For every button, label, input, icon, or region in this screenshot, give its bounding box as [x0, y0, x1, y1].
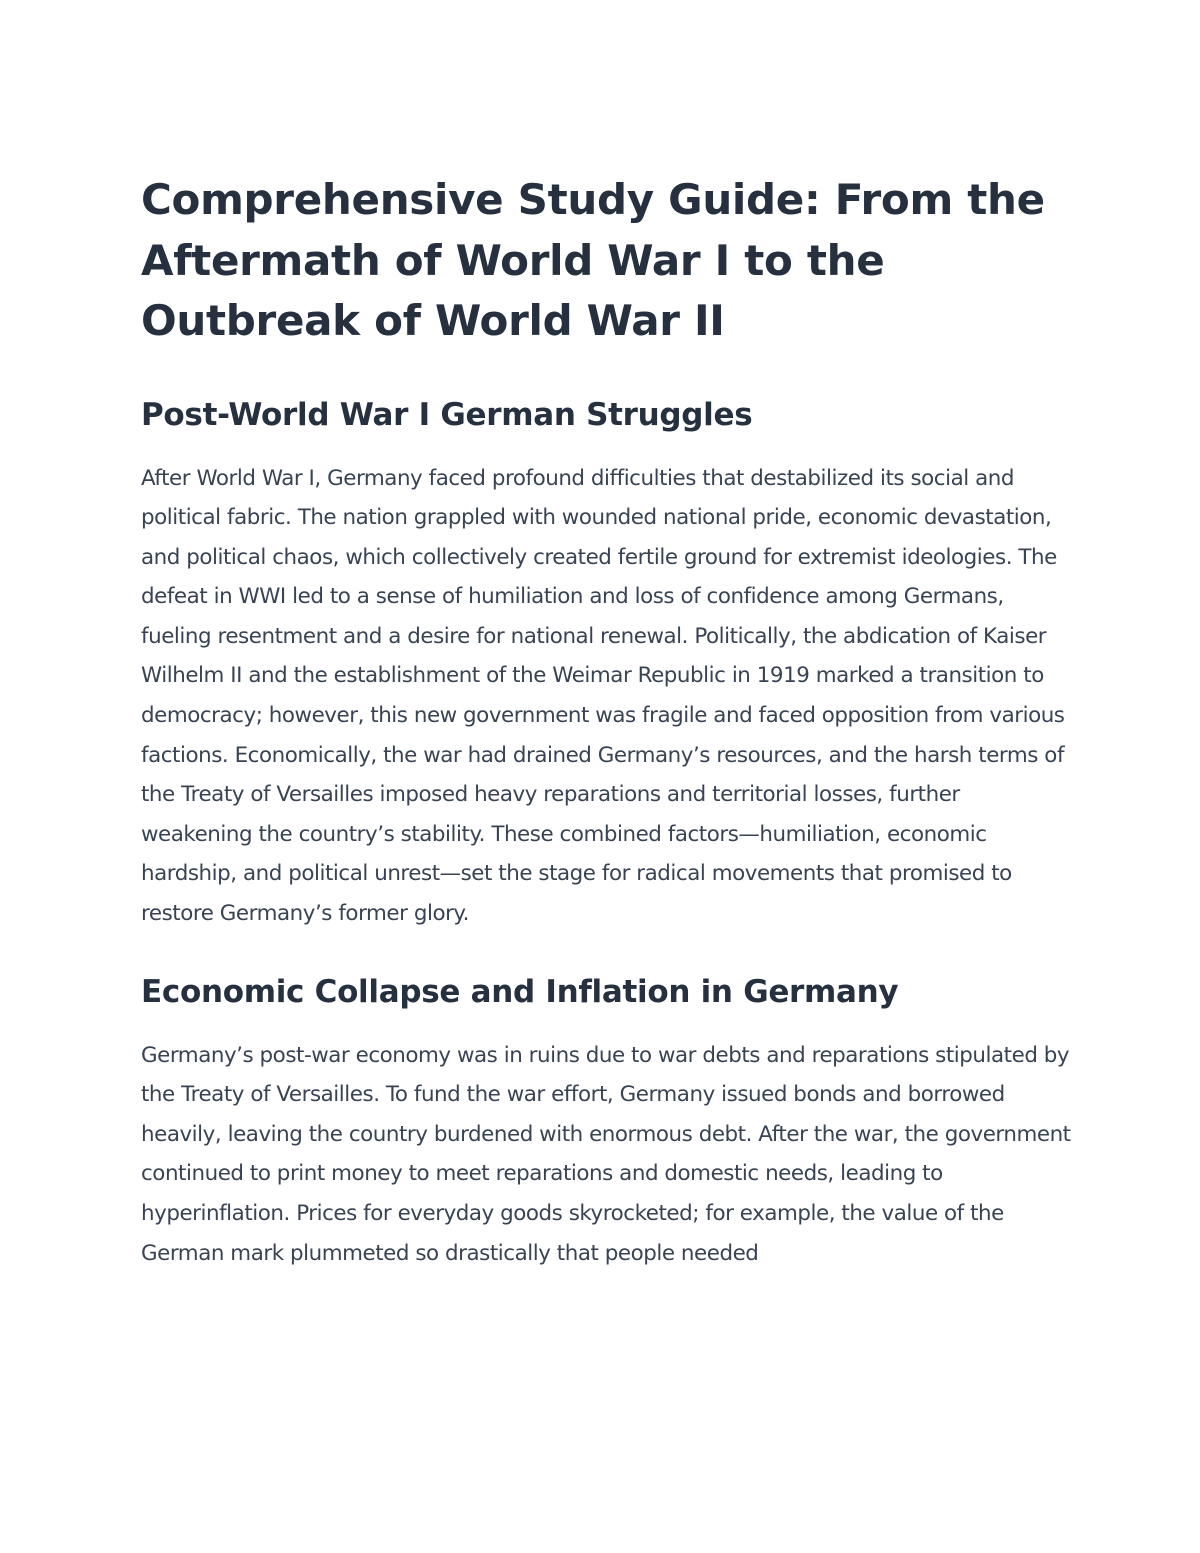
document-page — [141, 170, 1071, 1273]
document-title: Comprehensive Study Guide: From the Aftermath of World War I to the Outbreak of World War II — [141, 175, 1045, 345]
section-economic-collapse — [141, 971, 1071, 1274]
section-heading: Economic Collapse and Inflation in Germany — [141, 973, 899, 1010]
section-post-wwi-struggles — [141, 394, 1071, 934]
section-paragraph: Germany’s post-war economy was in ruins due to war debts and reparations stipulated by the Treaty of Versailles. To fund the war effort, Germany issued bonds and borrowed heavily, leaving the country burdened with enormous debt. After the war, the government continued to print money to meet reparations and domestic needs, leading to hyperinflation. Prices for everyday goods skyrocketed; for example, the value of the German mark plummeted so drastically that people needed — [141, 1042, 1071, 1266]
section-paragraph: After World War I, Germany faced profound difficulties that destabilized its social and political fabric. The nation grappled with wounded national pride, economic devastation, and political chaos, which collectively created fertile ground for extremist ideologies. The defeat in WWI led to a sense of humiliation and loss of confidence among Germans, fueling resentment and a desire for national renewal. Politically, the abdication of Kaiser Wilhelm II and the establishment of the Weimar Republic in 1919 marked a transition to democracy; however, this new government was fragile and faced opposition from various factions. Economically, the war had drained Germany’s resources, and the harsh terms of the Treaty of Versailles imposed heavy reparations and territorial losses, further weakening the country’s stability. These combined factors—humiliation, economic hardship, and political unrest—set the stage for radical movements that promised to restore Germany’s former glory. — [141, 465, 1065, 927]
section-heading: Post-World War I German Struggles — [141, 396, 753, 433]
